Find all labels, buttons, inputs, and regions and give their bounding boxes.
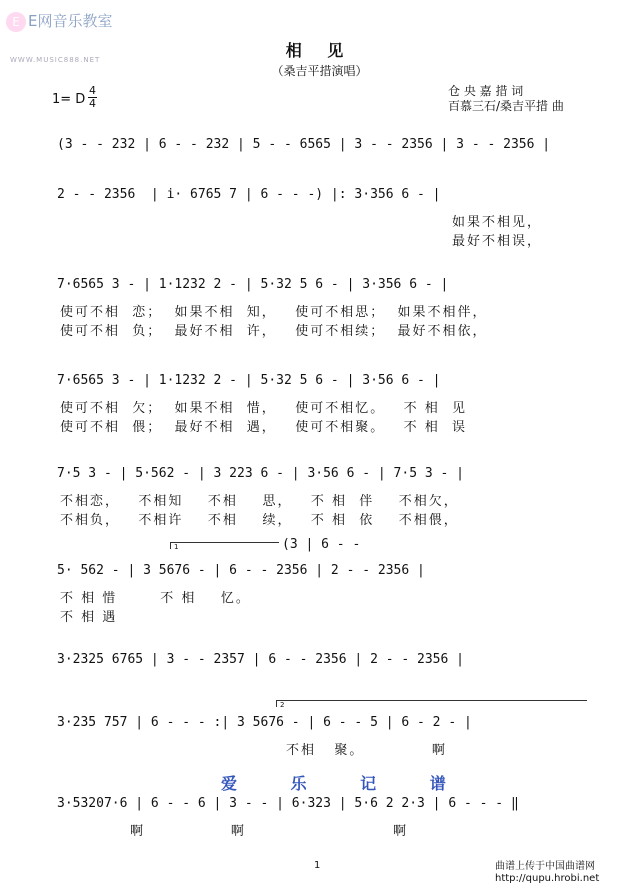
lyric-line-2b: 使可不相 负； 最好不相 许， 使可不相续； 最好不相依， xyxy=(60,324,488,339)
score-line-5: 7·5 3 - | 5·562 - | 3 223 6 - | 3·56 6 - | 7·5 3 - | xyxy=(57,466,464,481)
page-number: 1 xyxy=(314,860,321,871)
score-line-1: (3 - - 232 | 6 - - 232 | 5 - - 6565 | 3 - - 2356 | 3 - - 2356 | xyxy=(57,137,551,152)
lyric-line-1a: 如果不相见， xyxy=(452,215,543,230)
score-line-3: 7·6565 3 - | 1·1232 2 - | 5·32 5 6 - | 3·356 6 - | xyxy=(57,277,449,292)
score-line-7: 3·2325 6765 | 3 - - 2357 | 6 - - 2356 | 2 - - 2356 | xyxy=(57,652,464,667)
volta-insert: (3 | 6 - - xyxy=(282,537,361,552)
meter-top: 4 xyxy=(89,84,96,97)
score-line-8: 3·235 757 | 6 - - - :| 3 5676 - | 6 - - 5 | 6 - 2 - | xyxy=(57,715,472,730)
site-logo xyxy=(6,10,112,32)
site-url: WWW.MUSIC888.NET xyxy=(10,56,101,64)
lyric-line-4b: 不相负， 不相许 不相 续， 不 相 依 不相偎， xyxy=(60,513,459,528)
lyric-line-1b: 最好不相误， xyxy=(452,234,543,249)
lyric-line-5b: 不 相 遇 xyxy=(60,610,118,625)
time-signature xyxy=(88,86,97,109)
song-subtitle: （桑吉平措演唱） xyxy=(271,64,368,78)
volta-2-number: 2 xyxy=(280,701,285,709)
logo-icon: E xyxy=(6,12,26,32)
site-name: E网音乐教室 xyxy=(28,12,113,30)
footer xyxy=(495,861,599,885)
volta-1-number: 1 xyxy=(174,543,179,551)
meter-bottom: 4 xyxy=(89,97,96,110)
score-line-4: 7·6565 3 - | 1·1232 2 - | 5·32 5 6 - | 3·56 6 - | xyxy=(57,373,441,388)
lyricist: 仓 央 嘉 措 词 xyxy=(448,84,524,98)
key-signature: 1= D xyxy=(52,92,86,107)
footer-line-2: http://qupu.hrobi.net xyxy=(495,873,600,884)
song-title: 相 见 xyxy=(285,41,354,60)
watermark: 爱 乐 记 谱 xyxy=(221,774,470,793)
score-line-9: 3·53207·6 | 6 - - 6 | 3 - - | 6·323 | 5·6 2 2·3 | 6 - - - ‖ xyxy=(57,796,519,811)
lyric-line-4a: 不相恋， 不相知 不相 思， 不 相 伴 不相欠， xyxy=(60,494,459,509)
volta-bracket-1 xyxy=(170,542,279,549)
lyric-line-2a: 使可不相 恋； 如果不相 知， 使可不相思； 如果不相伴， xyxy=(60,305,488,320)
footer-line-1: 曲谱上传于中国曲谱网 xyxy=(495,861,595,872)
lyric-line-6: 不相 聚。 啊 xyxy=(286,743,447,758)
score-line-6: 5· 562 - | 3 5676 - | 6 - - 2356 | 2 - - 2356 | xyxy=(57,563,425,578)
lyric-line-3a: 使可不相 欠； 如果不相 惜， 使可不相忆。 不 相 见 xyxy=(60,401,467,416)
lyric-line-5a: 不 相 惜 不 相 忆。 xyxy=(60,591,251,606)
score-line-2: 2 - - 2356 | i· 6765 7 | 6 - - -) |: 3·356 6 - | xyxy=(57,187,441,202)
lyric-line-7: 啊 啊 啊 xyxy=(130,824,409,839)
lyric-line-3b: 使可不相 偎； 最好不相 遇， 使可不相聚。 不 相 误 xyxy=(60,420,467,435)
volta-bracket-2 xyxy=(276,700,587,707)
composer: 百慕三石/桑吉平措 曲 xyxy=(448,99,564,113)
credits xyxy=(448,84,564,114)
